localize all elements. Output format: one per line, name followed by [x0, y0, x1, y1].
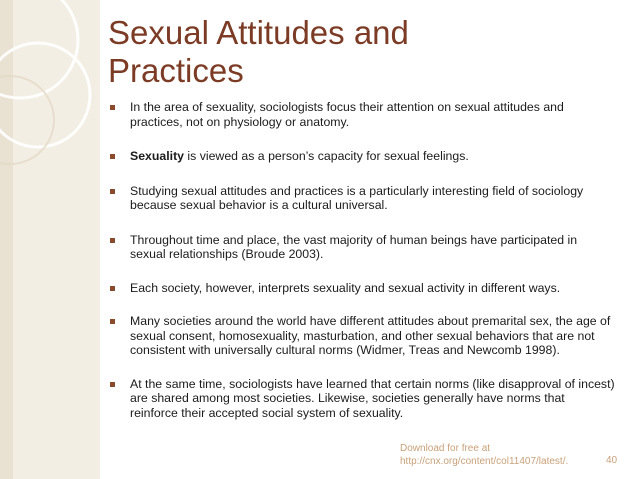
bullet-text: Throughout time and place, the vast majority of human beings have participated in sexual relationships (Broude 2003). [130, 232, 578, 261]
bullet-list [110, 100, 615, 420]
bullet-text: Many societies around the world have different attitudes about premarital sex, the age of sexual consent, homosexuality, masturbation, and other sexual behaviors that are not consistent with universally cultural norms (Widmer, Treas and Newcomb 1998). [130, 314, 611, 357]
bullet-square-icon [110, 105, 115, 110]
bullet-item [110, 100, 615, 129]
footer-link[interactable]: http://cnx.org/content/col11407/latest/. [400, 456, 569, 467]
bullet-square-icon [110, 189, 115, 194]
bullet-term: Sexuality [130, 149, 184, 163]
bullet-text: Each society, however, interprets sexuality and sexual activity in different ways. [130, 280, 561, 295]
bullet-text: In the area of sexuality, sociologists focus their attention on sexual attitudes and practices, not on physiology or anatomy. [130, 100, 564, 129]
bullet-text: Studying sexual attitudes and practices is a particularly interesting field of sociology because sexual behavior is a cultural universal. [130, 183, 584, 212]
slide-title-line2: Practices [108, 52, 244, 89]
bullet-item [110, 377, 615, 421]
page-number: 40 [606, 455, 618, 466]
bullet-text: At the same time, sociologists have learned that certain norms (like disapproval of incest) are shared among most societies. Likewise, societies generally have norms that reinforce their accepted social system of sexuality. [130, 376, 615, 420]
bullet-square-icon [110, 286, 115, 291]
bullet-square-icon [110, 319, 115, 324]
footer-source [400, 442, 568, 468]
footer-line1: Download for free at [400, 443, 491, 454]
decorative-circles [0, 0, 110, 180]
slide-title [108, 14, 528, 90]
bullet-item [110, 184, 615, 213]
bullet-item [110, 314, 615, 358]
bullet-square-icon [110, 154, 115, 159]
bullet-square-icon [110, 382, 115, 387]
bullet-item [110, 281, 615, 296]
slide-title-line1: Sexual Attitudes and [108, 14, 409, 51]
bullet-text: is viewed as a person’s capacity for sexual feelings. [184, 149, 469, 163]
bullet-square-icon [110, 238, 115, 243]
bullet-item [110, 233, 615, 262]
bullet-item [110, 149, 615, 164]
